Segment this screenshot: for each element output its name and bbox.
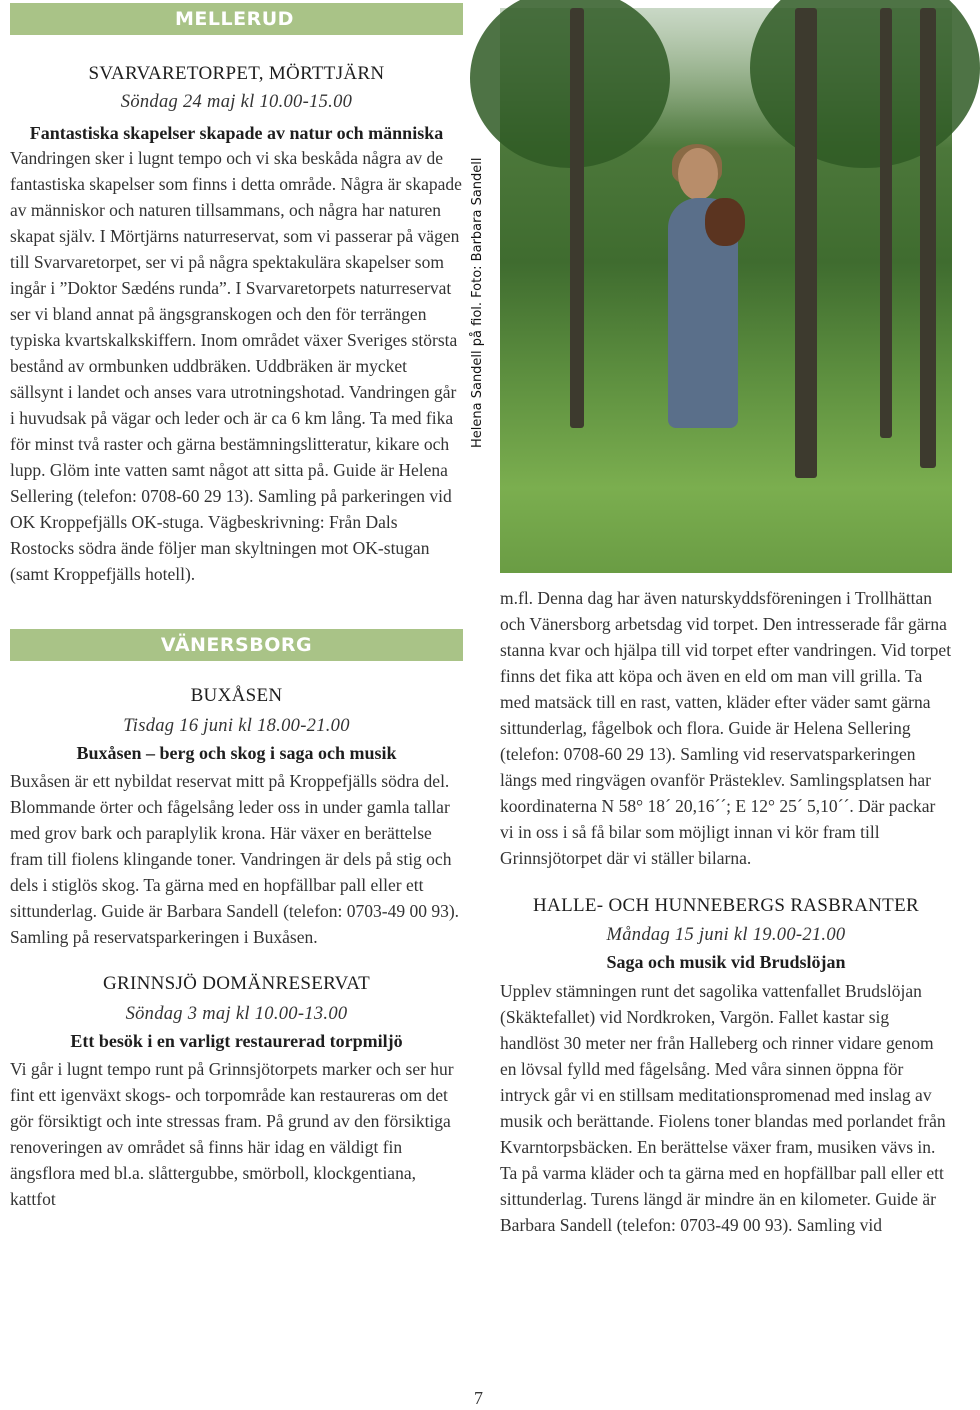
photo-violin [705,198,745,246]
event-title: SVARVARETORPET, MÖRTTJÄRN [88,63,385,84]
photo-person-head [678,148,718,200]
event-date: Tisdag 16 juni kl 18.00-21.00 [123,716,350,736]
event-subtitle: Buxåsen – berg och skog i saga och musik [76,743,397,763]
continued-body: m.fl. Denna dag har även naturskyddsföreningen i Trollhättan och Vänersborg arbetsdag vid torpet. Den intresserade får gärna stanna kvar och hjälpa till vid torpet efter vandringen. Vid torpet finns det fika att köpa och även en eld om man vill grilla. Ta med matsäck till en rast, vatten, kläder efter väder samt gärna sittunderlag, fågelbok och flora. Guide är Helena Sellering (telefon: 0708-60 29 13). Samling vid reservatsparkeringen längs med ringvägen ovanför Prästeklev. Samlingsplatsen har koordinaterna N 58° 18´ 20,16´´; E 12° 25´ 5,10´´. Där packar vi in oss i så få bilar som möjligt innan vi kör fram till Grinnsjötorpet där vi ställer bilarna. [500,588,952,868]
event-body: Upplev stämningen runt det sagolika vattenfallet Brudslöjan (Skäktefallet) vid Nordkroken, Vargön. Fallet kastar sig handlöst 30 meter ner från Halleberg och rinner vidare genom en lövsal fylld med fågelsång. Med våra sinnen öppna för intryck går vi en stillsam meditationspromenad med inslag av musik och berättande. Fiolens toner blandas med porlandet från Kvarntorpsbäcken. En berättelse växer fram, musiken vävs in. Ta på varma kläder och ta gärna med en hopfällbar pall eller ett sittunderlag. Turens längd är mindre än en kilometer. Guide är Barbara Sandell (telefon: 0703-49 00 93). Samling vid [500,981,946,1235]
photo-tree-trunk [570,8,584,428]
event-date: Måndag 15 juni kl 19.00-21.00 [606,925,846,945]
section-band-vanersborg: VÄNERSBORG [10,629,463,661]
page-number: 7 [474,1388,483,1408]
event-body: Vandringen sker i lugnt tempo och vi ska beskåda några av de fantastiska skapelser som finns i detta område. Några är skapade av människor och naturen tillsammans, och några har naturen skapat själv. I Mörtjärns naturreservat, som vi passerar på vägen till Svarvaretorpet, ser vi på några spektakulära skapelser som ingår i ”Doktor Sædéns runda”. I Svarvaretorpets naturreservat ser vi bland annat på ängsgranskogen och den för terrängen typiska kvartskalkskiffern. Inom området växer Sveriges största bestånd av ormbunken uddbräken. Uddbräken är mycket sällsynt i landet och anses vara utrotningshotad. Vandringen går i huvudsak på vägar och leder och är ca 6 km lång. Ta med fika för minst två raster och gärna bestämningslitteratur, kikare och lupp. Glöm inte vatten samt något att sitta på. Guide är Helena Sellering (telefon: 0708-60 29 13). Samling på parkeringen vid OK Kroppefjälls OK-stuga. Vägbeskrivning: Från Dals Rostocks södra ände följer man skyltningen mot OK-stugan (samt Kroppefjälls hotell). [10,148,462,584]
event-subtitle: Ett besök i en varligt restaurerad torpmiljö [70,1031,403,1051]
event-body: Vi går i lugnt tempo runt på Grinnsjötorpets marker och ser hur fint ett igenväxt skogs- och torpområde kan restaureras om det gör försiktigt och inte stressas fram. På grund av den försiktiga renoveringen av området så finns här idag en väldigt fin ängsflora med bl.a. slåttergubbe, smörboll, klockgentiana, kattfot [10,1059,454,1209]
photo-tree-trunk [795,8,817,478]
event-title: BUXÅSEN [190,685,283,706]
event-date: Söndag 24 maj kl 10.00-15.00 [120,92,353,112]
event-date: Söndag 3 maj kl 10.00-13.00 [125,1004,348,1024]
photo-tree-trunk [880,8,892,438]
event-subtitle: Saga och musik vid Brudslöjan [606,952,846,972]
photo-tree-trunk [920,8,936,468]
photo-caption: Helena Sandell på fiol. Foto: Barbara Sandell [470,157,485,448]
left-column [10,3,463,1212]
event-subtitle: Fantastiska skapelser skapade av natur och människa [29,123,444,143]
event-body: Buxåsen är ett nybildat reservat mitt på Kroppefjälls södra del. Blommande örter och fågelsång leder oss in under gamla tallar med grov bark och paraplylik krona. Här växer en berättelse fram till fiolens klingande toner. Vandringen är dels på stig och dels i stiglös skog. Ta gärna med en hopfällbar pall eller ett sittunderlag. Guide är Barbara Sandell (telefon: 0703-49 00 93). Samling på reservatsparkeringen i Buxåsen. [10,771,460,947]
forest-photo [470,8,952,573]
event-title: GRINNSJÖ DOMÄNRESERVAT [102,973,371,994]
right-column [470,8,952,1238]
section-band-mellerud: MELLERUD [10,3,463,35]
event-title: HALLE- OCH HUNNEBERGS RASBRANTER [533,895,919,916]
